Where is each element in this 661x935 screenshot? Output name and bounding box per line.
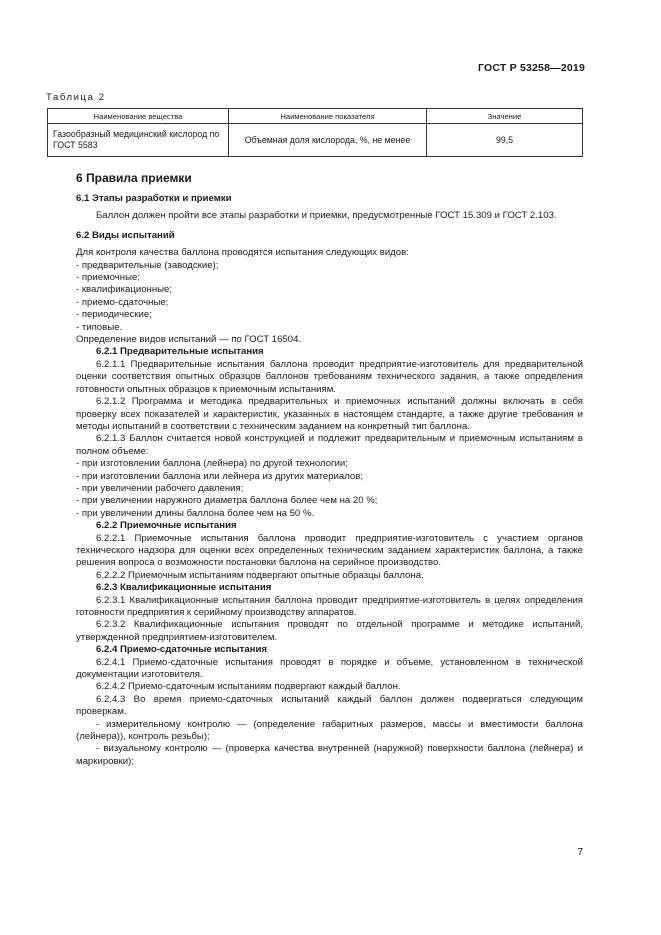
list-item: - при изготовлении баллона (лейнера) по другой технологии; <box>76 458 348 470</box>
list-item: - типовые. <box>76 321 123 333</box>
section-body <box>76 170 583 768</box>
list-item: - при увеличении рабочего давления; <box>76 482 244 494</box>
list-item: - предварительные (заводские); <box>76 259 219 271</box>
table-caption: Таблица 2 <box>46 92 106 103</box>
paragraph-6-2-4-3: 6.2.4.3 Во время приемо-сдаточных испытаний каждый баллон должен подвергаться следующим проверкам. <box>76 693 583 718</box>
column-header-substance: Наименование вещества <box>48 109 229 124</box>
subsection-title-6-1: 6.1 Этапы разработки и приемки <box>76 193 232 204</box>
cell-value: 99,5 <box>427 124 583 157</box>
paragraph-6-2-intro: Для контроля качества баллона проводятся испытания следующих видов: <box>76 247 409 259</box>
paragraph-6-1: Баллон должен пройти все этапы разработки и приемки, предусмотренные ГОСТ 15.309 и ГОСТ 2.103. <box>96 210 557 222</box>
paragraph-6-2-4-1: 6.2.4.1 Приемо-сдаточные испытания проводят в порядке и объеме, установленном в технической документации изготовителя. <box>76 656 583 681</box>
column-header-indicator: Наименование показателя <box>229 109 427 124</box>
page-number: 7 <box>577 847 583 858</box>
list-item: - визуальному контролю — (проверка качества внутренней (наружной) поверхности баллона (лейнера) и маркировки); <box>76 743 583 767</box>
section-title: 6 Правила приемки <box>76 171 192 185</box>
column-header-value: Значение <box>427 109 583 124</box>
paragraph-6-2-definition: Определение видов испытаний — по ГОСТ 16504. <box>76 334 302 346</box>
paragraph-6-2-3-1: 6.2.3.1 Квалификационные испытания баллона проводит предприятие-изготовитель в целях определения готовности предприятия к серийному производству аппаратов. <box>76 594 583 618</box>
indicator-table <box>47 108 583 157</box>
paragraph-6-2-4-2: 6.2.4.2 Приемо-сдаточным испытаниям подвергают каждый баллон. <box>96 681 401 693</box>
list-item: - при увеличении наружного диаметра баллона более чем на 20 %; <box>76 495 378 507</box>
list-item: - периодические; <box>76 309 152 321</box>
paragraph-6-2-1-3: 6.2.1.3 Баллон считается новой конструкцией и подлежит предварительным и приемочным испытаниям в полном объеме: <box>76 433 583 457</box>
cell-substance: Газообразный медицинский кислород по ГОСТ 5583 <box>48 124 229 157</box>
subsection-title-6-2-4: 6.2.4 Приемо-сдаточные испытания <box>96 644 267 656</box>
paragraph-6-2-2-2: 6.2.2.2 Приемочным испытаниям подвергают опытные образцы баллона. <box>96 569 424 581</box>
doc-code-header: ГОСТ Р 53258—2019 <box>477 62 585 74</box>
paragraph-6-2-1-2: 6.2.1.2 Программа и методика предварительных и приемочных испытаний должны включать в себя проверку всех показателей и характеристик, указанных в настоящем стандарте, а также другие требования и методы испытаний в соответствии с техническим заданием на конкретный тип баллона. <box>76 396 583 432</box>
list-item: - приемочные; <box>76 272 140 284</box>
subsection-title-6-2-2: 6.2.2 Приемочные испытания <box>96 520 237 532</box>
paragraph-6-2-1-1: 6.2.1.1 Предварительные испытания баллона проводит предприятие-изготовитель для предварительной оценки соответствия опытных образцов баллонов требованиям технического задания, а также определения готовности опытных образцов к приемочным испытаниям. <box>76 358 583 395</box>
table-header-row <box>48 109 583 124</box>
list-item: - при изготовлении баллона или лейнера из других материалов; <box>76 470 364 482</box>
table-row <box>48 124 583 157</box>
list-item: - квалификационные; <box>76 284 173 296</box>
cell-indicator: Объемная доля кислорода, %, не менее <box>229 124 427 157</box>
subsection-title-6-2: 6.2 Виды испытаний <box>76 229 175 241</box>
subsection-title-6-2-3: 6.2.3 Квалификационные испытания <box>96 582 272 594</box>
list-item: - измерительному контролю — (определение габаритных размеров, массы и вместимости баллона (лейнера)), контроль резьбы); <box>76 718 583 743</box>
list-item: - при увеличении длины баллона более чем на 50 %. <box>76 507 315 519</box>
paragraph-6-2-2-1: 6.2.2.1 Приемочные испытания баллона проводит предприятие-изготовитель с участием органов технического надзора для оценки всех определенных техническим заданием характеристик баллона, а также решения вопроса о возможности постановки баллона на серийное производство. <box>76 532 583 569</box>
list-item: - приемо-сдаточные; <box>76 296 169 308</box>
subsection-title-6-2-1: 6.2.1 Предварительные испытания <box>96 346 264 358</box>
paragraph-6-2-3-2: 6.2.3.2 Квалификационные испытания проводят по отдельной программе и методике испытаний, утвержденной предприятием-изготовителем. <box>76 619 583 643</box>
